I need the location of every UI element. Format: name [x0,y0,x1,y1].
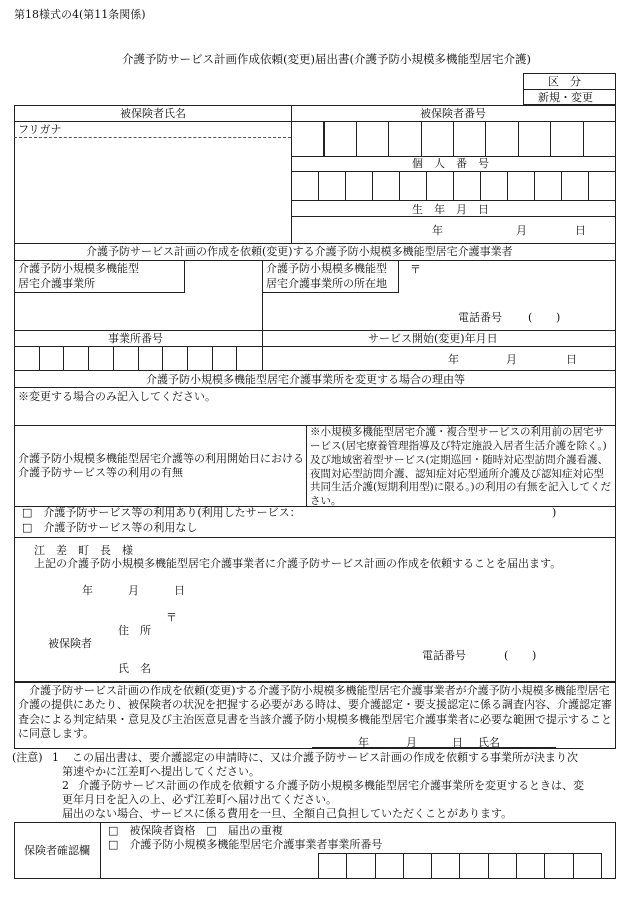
category-value[interactable]: 新規・変更 [538,91,593,104]
declaration-phone-open: ( [504,649,509,662]
note-2-line1: 介護予防サービス計画の作成を依頼する介護予防小規模多機能型居宅介護事業所を変更するときは、変 [78,779,584,792]
usage-option-no[interactable]: □ 介護予防サービス等の利用なし [22,521,198,534]
insured-name-header: 被保険者氏名 [120,107,186,120]
provider-address-label-1: 介護予防小規模多機能型 [266,262,387,275]
declaration-name-label: 氏 名 [118,662,151,675]
note-2-num: 2 [62,779,69,792]
provider-section-header: 介護予防サービス計画の作成を依頼(変更)する介護予防小規模多機能型居宅介護事業者 [86,245,513,258]
declaration-month: 月 [128,584,139,597]
service-start-header: サービス開始(変更)年月日 [368,332,498,345]
consent-day: 日 [452,736,463,749]
birthdate-header: 生 年 月 日 [412,203,489,216]
notes-label: (注意) [12,751,43,764]
declaration-text: 上記の介護予防小規模多機能型居宅介護事業者に介護予防サービス計画の作成を依頼することを届出ます。 [34,557,562,570]
usage-option-yes[interactable]: □ 介護予防サービス等の利用あり(利用したサービス： [22,506,301,519]
provider-postal-mark: 〒 [410,263,421,276]
confirmation-item-2[interactable]: □ 介護予防小規模多機能型居宅介護事業者事業所番号 [108,838,383,851]
service-start-month: 月 [506,353,517,366]
consent-name-label: 氏名 [478,736,500,749]
form-title: 介護予防サービス計画作成依頼(変更)届出書(介護予防小規模多機能型居宅介護) [122,52,531,66]
usage-option-yes-close: ) [552,506,557,519]
provider-phone-label: 電話番号 [458,311,502,324]
declaration-phone-label: 電話番号 [422,649,466,662]
declaration-insured-label: 被保険者 [48,637,92,650]
declaration-postal-mark: 〒 [166,611,177,624]
declaration-day: 日 [174,584,185,597]
change-reason-header: 介護予防小規模多機能型居宅介護事業所を変更する場合の理由等 [146,373,465,386]
birthdate-day: 日 [575,224,586,237]
note-1-num: 1 [52,751,59,764]
confirmation-number-cells[interactable] [319,853,601,879]
consent-year: 年 [358,736,369,749]
addressee: 江 差 町 長 様 [34,544,133,557]
consent-signature-line [312,747,556,748]
category-header: 区 分 [548,75,581,88]
usage-left-label: 介護予防小規模多機能型居宅介護等の利用開始日における介護予防サービス等の利用の有無 [18,452,304,480]
provider-address-label-2: 居宅介護事業所の所在地 [266,277,387,290]
consent-month: 月 [406,736,417,749]
office-number-cells[interactable] [15,347,261,370]
provider-phone-open: ( [528,311,533,324]
declaration-address-field[interactable] [176,610,596,638]
usage-right-note: ※小規模多機能型居宅介護・複合型サービスの利用前の居宅サービス(居宅療養管理指導及び特定施設入居者生活介護を除く。)及び地域密着型サービス(定期巡回・随時対応型訪問介護看護、夜間対応型訪問介護、認知症対応型通所介護及び認知症対応型共同生活介護(短期利用型)に限る。)の利用の有無を記入してください。 [310,426,612,508]
insured-number-cells[interactable] [292,122,615,156]
provider-name-field[interactable] [15,294,261,329]
confirmation-item-1[interactable]: □ 被保険者資格 □ 届出の重複 [108,824,283,837]
service-start-day: 日 [566,353,577,366]
note-1-line1: この届出書は、要介護認定の申請時に、又は介護予防サービス計画の作成を依頼する事業所が決まり次 [72,751,578,764]
furigana-label: フリガナ [18,123,62,136]
insured-number-header: 被保険者番号 [420,107,486,120]
change-reason-field[interactable] [15,404,615,424]
birthdate-month: 月 [516,224,527,237]
service-start-year: 年 [448,353,459,366]
personal-number-header: 個 人 番 号 [412,157,489,170]
note-1-line2: 第速やかに江差町へ提出してください。 [62,765,260,778]
consent-text: 介護予防サービス計画の作成を依頼(変更)する介護予防小規模多機能型居宅介護事業者が介護予防小規模多機能型居宅介護の提供にあたり、被保険者の状況を把握する必要がある時は、要介護認定・要支援認定に係る調査内容、介護認定審査会による判定結果・意見及び主治医意見書を当該介護予防小規模多機能型居宅介護事業者に必要な範囲で提示することに同意します。 [18,684,612,740]
declaration-name-field[interactable] [176,658,406,678]
provider-name-label-2: 居宅介護事業所 [18,277,95,290]
declaration-year: 年 [82,584,93,597]
office-number-header: 事業所番号 [108,332,163,345]
provider-address-field[interactable] [420,262,614,306]
note-3: 届出のない場合、サービスに係る費用を一旦、全額自己負担していただくことがあります。 [62,807,513,820]
insured-name-field[interactable] [15,138,290,242]
declaration-address-label: 住 所 [118,624,151,637]
confirmation-label: 保険者確認欄 [24,844,90,857]
birthdate-year: 年 [432,224,443,237]
provider-name-label-1: 介護予防小規模多機能型 [18,262,139,275]
form-number: 第18様式の4(第11条関係) [14,8,146,21]
declaration-phone-close: ) [532,649,537,662]
personal-number-cells[interactable] [292,172,615,200]
provider-phone-close: ) [556,311,561,324]
change-reason-note: ※変更する場合のみ記入してください。 [18,390,216,403]
note-2-line2: 更年月日を記入の上、必ず江差町へ届け出てください。 [62,793,337,806]
